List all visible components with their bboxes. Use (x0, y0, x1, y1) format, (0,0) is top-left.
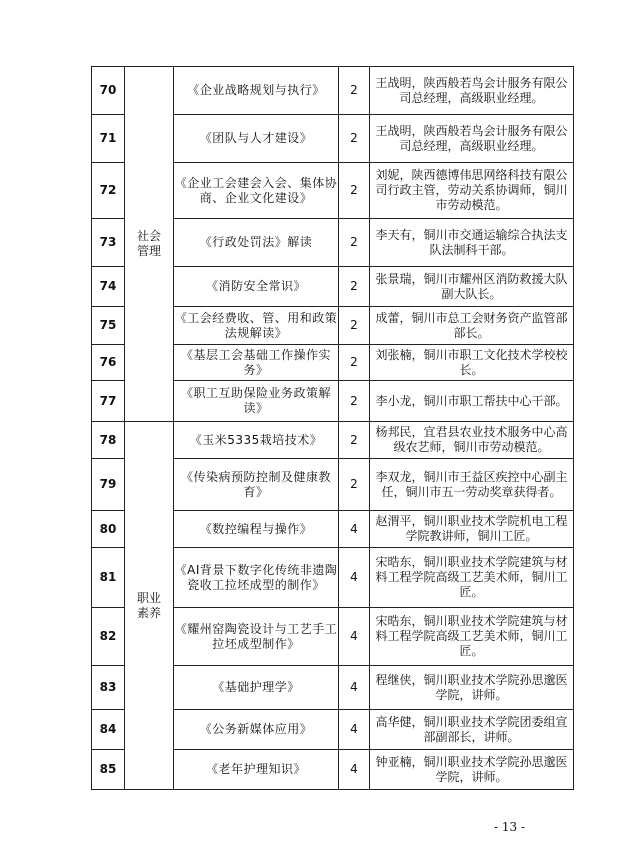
row-number: 81 (92, 548, 125, 608)
category-label: 社会管理 (136, 229, 161, 258)
table-row (92, 67, 574, 115)
teacher-info: 李双龙，铜川市王益区疾控中心副主任，铜川市五一劳动奖章获得者。 (370, 459, 574, 511)
row-number: 71 (92, 115, 125, 163)
row-number: 79 (92, 459, 125, 511)
course-title: 《行政处罚法》解读 (174, 219, 339, 267)
course-title: 《团队与人才建设》 (174, 115, 339, 163)
teacher-info: 宋晧东，铜川职业技术学院建筑与材料工程学院高级工艺美术师，铜川工匠。 (370, 608, 574, 666)
teacher-info: 宋晧东，铜川职业技术学院建筑与材料工程学院高级工艺美术师，铜川工匠。 (370, 548, 574, 608)
category-cell (125, 422, 174, 790)
course-credit: 2 (339, 115, 370, 163)
row-number: 82 (92, 608, 125, 666)
course-title: 《企业战略规划与执行》 (174, 67, 339, 115)
course-credit: 4 (339, 710, 370, 750)
teacher-info: 杨邦民，宜君县农业技术服务中心高级农艺师，铜川市劳动模范。 (370, 422, 574, 459)
course-credit: 2 (339, 219, 370, 267)
course-title: 《耀州窑陶瓷设计与工艺手工拉坯成型制作》 (174, 608, 339, 666)
teacher-info: 程继侠，铜川职业技术学院孙思邈医学院，讲师。 (370, 666, 574, 710)
course-title: 《公务新媒体应用》 (174, 710, 339, 750)
course-credit: 2 (339, 267, 370, 307)
course-credit: 2 (339, 307, 370, 345)
page-number: - 13 - (494, 820, 526, 834)
teacher-info: 王战明，陕西般若鸟会计服务有限公司总经理，高级职业经理。 (370, 67, 574, 115)
row-number: 76 (92, 345, 125, 381)
course-title: 《AI背景下数字化传统非遗陶瓷收工拉坯成型的制作》 (174, 548, 339, 608)
course-title: 《消防安全常识》 (174, 267, 339, 307)
row-number: 74 (92, 267, 125, 307)
course-credit: 2 (339, 459, 370, 511)
row-number: 72 (92, 163, 125, 219)
teacher-info: 张景瑞，铜川市耀州区消防救援大队副大队长。 (370, 267, 574, 307)
teacher-info: 成蕾，铜川市总工会财务资产监管部部长。 (370, 307, 574, 345)
row-number: 75 (92, 307, 125, 345)
course-title: 《企业工会建会入会、集体协商、企业文化建设》 (174, 163, 339, 219)
row-number: 73 (92, 219, 125, 267)
table-row (92, 422, 574, 459)
course-table (91, 66, 574, 790)
teacher-info: 刘妮，陕西德博伟思网络科技有限公司行政主管，劳动关系协调师，铜川市劳动模范。 (370, 163, 574, 219)
teacher-info: 李小龙，铜川市职工帮扶中心干部。 (370, 381, 574, 422)
course-credit: 4 (339, 750, 370, 790)
course-credit: 2 (339, 345, 370, 381)
course-title: 《老年护理知识》 (174, 750, 339, 790)
teacher-info: 刘张楠，铜川市职工文化技术学校校长。 (370, 345, 574, 381)
row-number: 78 (92, 422, 125, 459)
course-title: 《基层工会基础工作操作实务》 (174, 345, 339, 381)
course-credit: 4 (339, 548, 370, 608)
category-label: 职业素养 (136, 590, 161, 620)
teacher-info: 王战明，陕西般若鸟会计服务有限公司总经理，高级职业经理。 (370, 115, 574, 163)
course-title: 《数控编程与操作》 (174, 511, 339, 548)
course-title: 《工会经费收、管、用和政策法规解读》 (174, 307, 339, 345)
course-credit: 4 (339, 666, 370, 710)
teacher-info: 钟亚楠，铜川职业技术学院孙思邈医学院，讲师。 (370, 750, 574, 790)
teacher-info: 赵渭平，铜川职业技术学院机电工程学院教讲师，铜川工匠。 (370, 511, 574, 548)
course-title: 《传染病预防控制及健康教育》 (174, 459, 339, 511)
teacher-info: 高华健，铜川职业技术学院团委组宣部副部长，讲师。 (370, 710, 574, 750)
row-number: 83 (92, 666, 125, 710)
row-number: 80 (92, 511, 125, 548)
row-number: 77 (92, 381, 125, 422)
course-credit: 2 (339, 67, 370, 115)
course-credit: 2 (339, 422, 370, 459)
course-credit: 2 (339, 163, 370, 219)
course-title: 《职工互助保险业务政策解读》 (174, 381, 339, 422)
course-title: 《基础护理学》 (174, 666, 339, 710)
course-title: 《玉米5335栽培技术》 (174, 422, 339, 459)
course-credit: 2 (339, 381, 370, 422)
category-cell (125, 67, 174, 422)
row-number: 84 (92, 710, 125, 750)
course-credit: 4 (339, 608, 370, 666)
teacher-info: 李天有，铜川市交通运输综合执法支队法制科干部。 (370, 219, 574, 267)
course-credit: 4 (339, 511, 370, 548)
row-number: 70 (92, 67, 125, 115)
row-number: 85 (92, 750, 125, 790)
